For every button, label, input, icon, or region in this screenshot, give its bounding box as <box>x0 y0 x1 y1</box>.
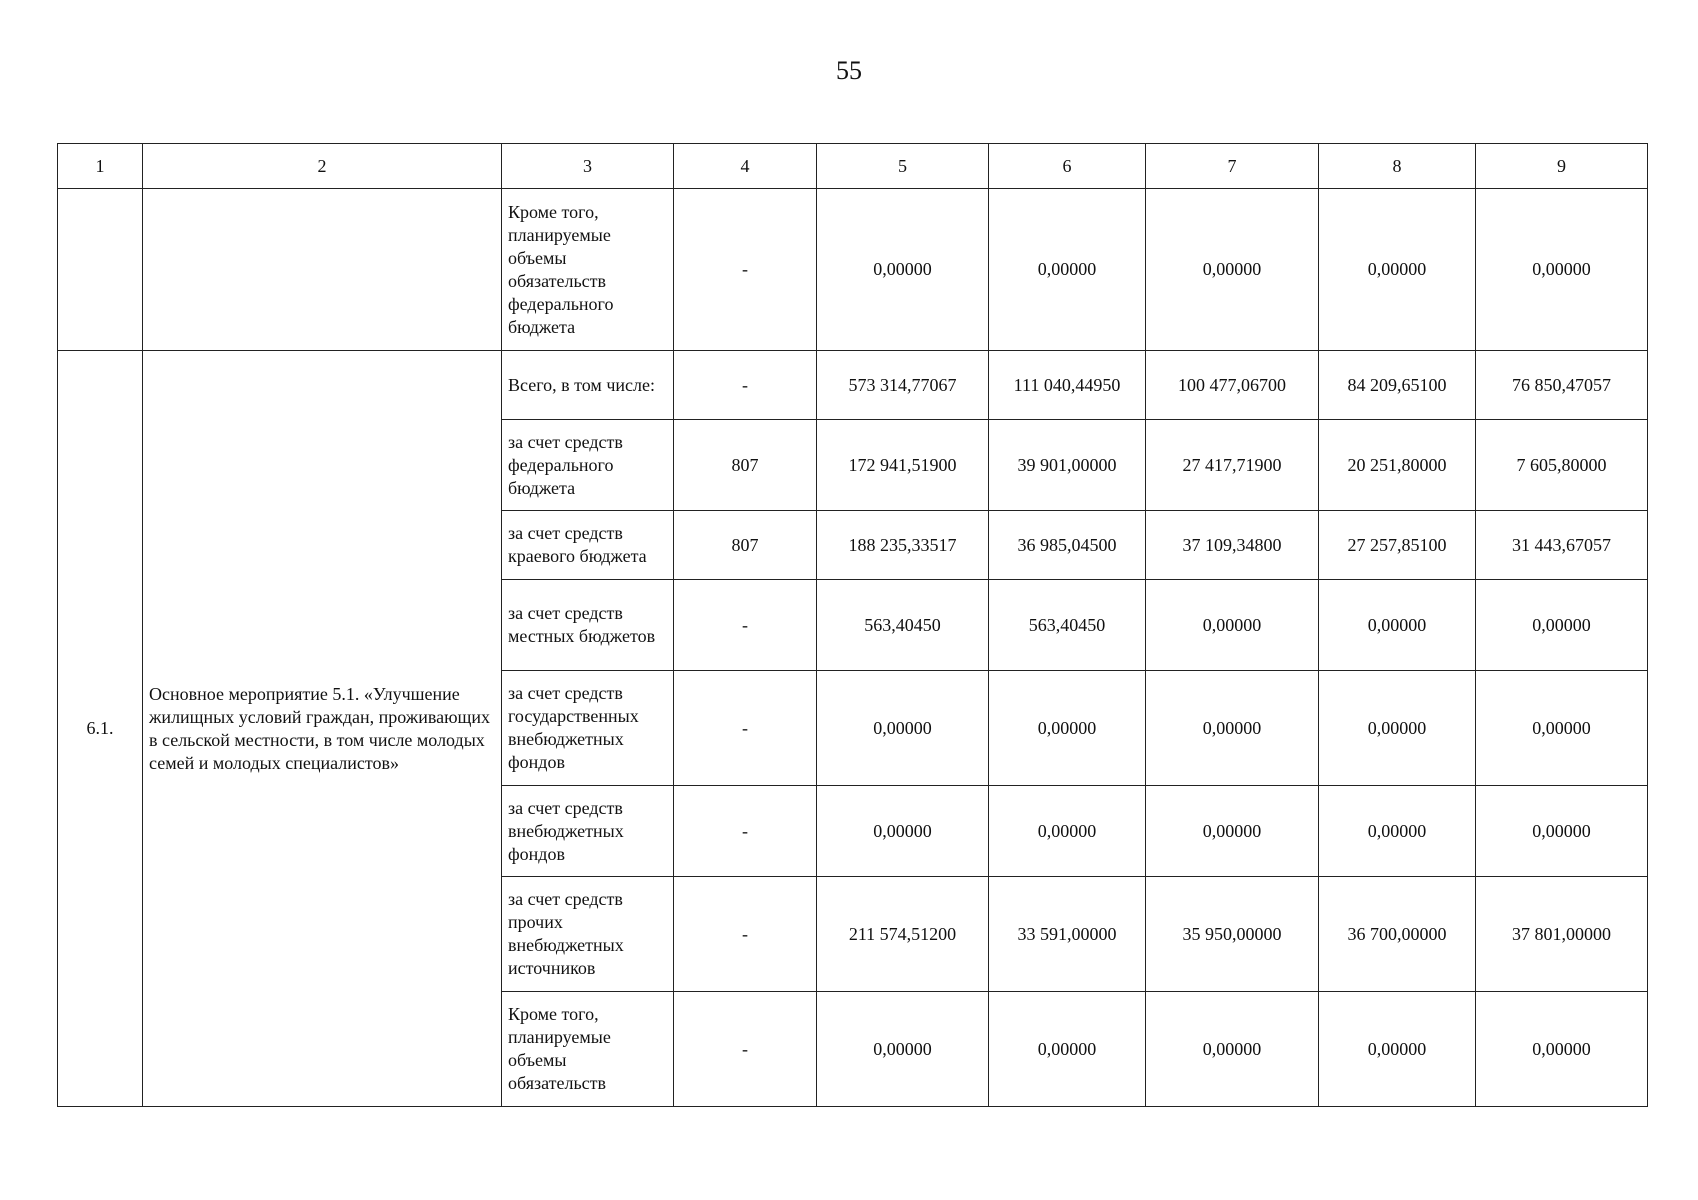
value-cell: 37 801,00000 <box>1476 877 1648 992</box>
value-cell: 0,00000 <box>1146 992 1319 1107</box>
value-cell: 111 040,44950 <box>989 351 1146 420</box>
table-row <box>58 189 1648 351</box>
value-cell: 0,00000 <box>1146 786 1319 877</box>
name-cell <box>143 189 502 351</box>
value-cell: 563,40450 <box>989 580 1146 671</box>
value-cell: 36 985,04500 <box>989 511 1146 580</box>
code-cell: - <box>674 580 817 671</box>
value-cell: 0,00000 <box>817 786 989 877</box>
value-cell: 0,00000 <box>1146 580 1319 671</box>
header-cell: 4 <box>674 144 817 189</box>
value-cell: 33 591,00000 <box>989 877 1146 992</box>
value-cell: 37 109,34800 <box>1146 511 1319 580</box>
value-cell: 0,00000 <box>1476 992 1648 1107</box>
source-cell: Всего, в том числе: <box>502 351 674 420</box>
value-cell: 0,00000 <box>989 189 1146 351</box>
value-cell: 172 941,51900 <box>817 420 989 511</box>
header-cell: 8 <box>1319 144 1476 189</box>
value-cell: 20 251,80000 <box>1319 420 1476 511</box>
source-cell: Кроме того, планируемые объемы обязательств <box>502 992 674 1107</box>
value-cell: 0,00000 <box>989 671 1146 786</box>
value-cell: 0,00000 <box>1146 671 1319 786</box>
value-cell: 27 257,85100 <box>1319 511 1476 580</box>
num-cell <box>58 189 143 351</box>
code-cell: - <box>674 351 817 420</box>
code-cell: 807 <box>674 511 817 580</box>
header-cell: 5 <box>817 144 989 189</box>
code-cell: - <box>674 189 817 351</box>
header-cell: 9 <box>1476 144 1648 189</box>
value-cell: 0,00000 <box>1319 786 1476 877</box>
header-row <box>58 144 1648 189</box>
table-row <box>58 351 1648 420</box>
value-cell: 0,00000 <box>1319 671 1476 786</box>
source-cell: за счет средств краевого бюджета <box>502 511 674 580</box>
item-number: 6.1. <box>58 351 143 1107</box>
value-cell: 84 209,65100 <box>1319 351 1476 420</box>
value-cell: 100 477,06700 <box>1146 351 1319 420</box>
value-cell: 0,00000 <box>1476 580 1648 671</box>
value-cell: 27 417,71900 <box>1146 420 1319 511</box>
value-cell: 0,00000 <box>1476 786 1648 877</box>
value-cell: 211 574,51200 <box>817 877 989 992</box>
code-cell: - <box>674 992 817 1107</box>
header-cell: 2 <box>143 144 502 189</box>
value-cell: 0,00000 <box>989 786 1146 877</box>
value-cell: 0,00000 <box>817 189 989 351</box>
code-cell: - <box>674 877 817 992</box>
source-cell: за счет средств федерального бюджета <box>502 420 674 511</box>
header-cell: 6 <box>989 144 1146 189</box>
value-cell: 188 235,33517 <box>817 511 989 580</box>
header-cell: 3 <box>502 144 674 189</box>
header-cell: 7 <box>1146 144 1319 189</box>
page-number: 55 <box>836 56 862 85</box>
source-cell: за счет средств государственных внебюджетных фондов <box>502 671 674 786</box>
value-cell: 0,00000 <box>1319 580 1476 671</box>
value-cell: 0,00000 <box>1476 671 1648 786</box>
value-cell: 573 314,77067 <box>817 351 989 420</box>
item-name: Основное мероприятие 5.1. «Улучшение жилищных условий граждан, проживающих в сельской местности, в том числе молодых семей и молодых специалистов» <box>143 351 502 1107</box>
value-cell: 0,00000 <box>817 671 989 786</box>
value-cell: 0,00000 <box>817 992 989 1107</box>
value-cell: 0,00000 <box>1319 992 1476 1107</box>
value-cell: 39 901,00000 <box>989 420 1146 511</box>
value-cell: 0,00000 <box>989 992 1146 1107</box>
code-cell: - <box>674 671 817 786</box>
header-cell: 1 <box>58 144 143 189</box>
value-cell: 36 700,00000 <box>1319 877 1476 992</box>
source-cell: Кроме того, планируемые объемы обязательств федерального бюджета <box>502 189 674 351</box>
value-cell: 0,00000 <box>1146 189 1319 351</box>
value-cell: 7 605,80000 <box>1476 420 1648 511</box>
source-cell: за счет средств местных бюджетов <box>502 580 674 671</box>
value-cell: 76 850,47057 <box>1476 351 1648 420</box>
value-cell: 35 950,00000 <box>1146 877 1319 992</box>
budget-table <box>57 143 1648 1107</box>
value-cell: 0,00000 <box>1476 189 1648 351</box>
value-cell: 31 443,67057 <box>1476 511 1648 580</box>
value-cell: 563,40450 <box>817 580 989 671</box>
code-cell: 807 <box>674 420 817 511</box>
code-cell: - <box>674 786 817 877</box>
source-cell: за счет средств прочих внебюджетных источников <box>502 877 674 992</box>
value-cell: 0,00000 <box>1319 189 1476 351</box>
source-cell: за счет средств внебюджетных фондов <box>502 786 674 877</box>
